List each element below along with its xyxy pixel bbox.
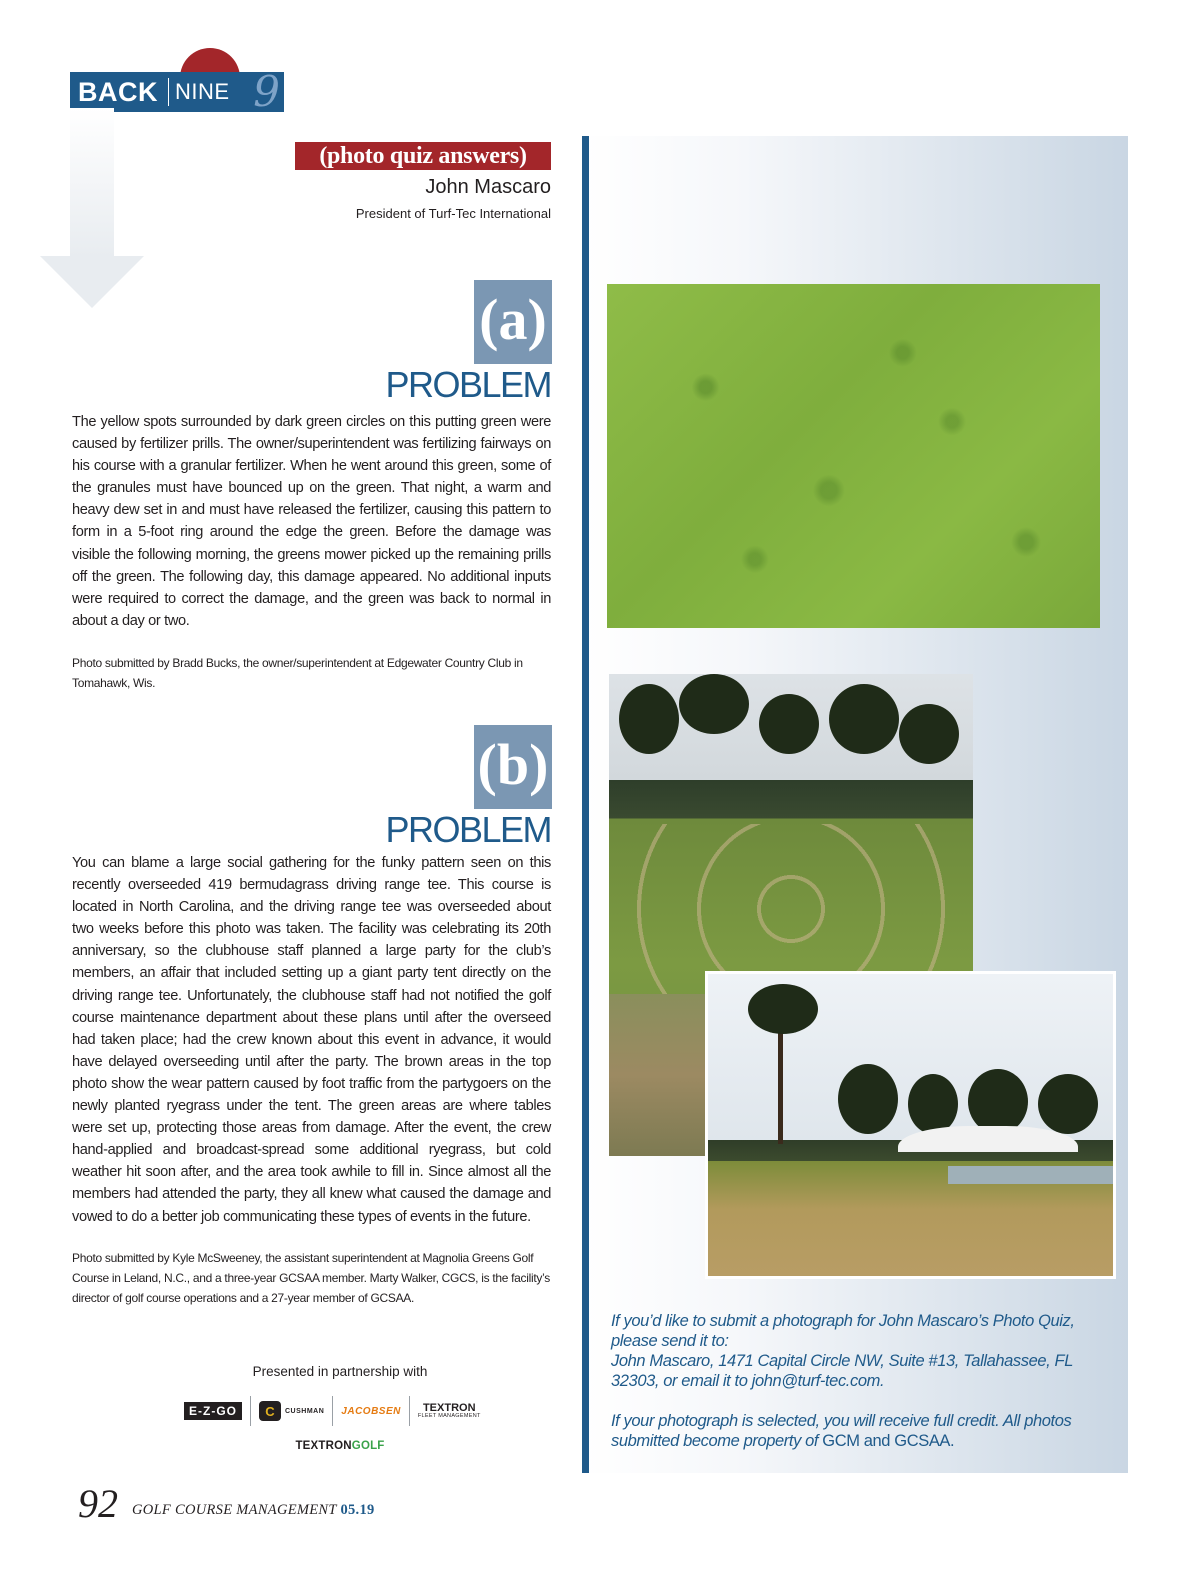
submission-address: John Mascaro, 1471 Capital Circle NW, Suite #13, Tallahassee, FL 32303, or email it to john@turf-tec.com.: [611, 1352, 1073, 1390]
section-a-body: The yellow spots surrounded by dark green circles on this putting green were caused by fertilizer prills. The owner/superintendent was fertilizing fairways on his course with a granular fertilizer. When he went around this green, some of the granules must have bounced up on the green. That night, a warm and heavy dew set in and must have released the fertilizer, causing this pattern to form in a 5-foot ring around the edge the green. Before the damage was visible the following morning, the greens mower picked up the remaining prills off the green. The following day, this damage appeared. No additional inputs were required to correct the damage, and the green was back to normal in about a day or two.: [72, 414, 551, 629]
magazine-issue: 05.19: [340, 1502, 375, 1518]
section-b-letter: (b): [474, 725, 552, 809]
textron-fleet-top: TEXTRON: [422, 1401, 476, 1414]
tree-canopy: [759, 694, 819, 754]
sidebar-rule: [582, 136, 589, 1473]
party-tent: [898, 1126, 1078, 1152]
ezgo-logo-text: E-Z-GO: [184, 1402, 242, 1420]
logo-nine-numeral: 9: [253, 67, 280, 116]
textron-fleet-bottom: FLEET MANAGEMENT: [417, 1412, 481, 1419]
logo-nine-text: NINE: [175, 79, 230, 104]
tree-canopy: [619, 684, 679, 754]
tree-canopy: [968, 1069, 1028, 1134]
down-arrow-icon: [40, 256, 144, 308]
cushman-mark-icon: C: [259, 1401, 281, 1421]
section-a-letter: (a): [474, 280, 552, 364]
submission-credit-note: [611, 1411, 1111, 1451]
magazine-name: GOLF COURSE MANAGEMENT: [132, 1502, 337, 1518]
ezgo-logo: [176, 1394, 250, 1428]
textron-golf-logo-a: TEXTRON: [295, 1440, 352, 1452]
author-name: John Mascaro: [425, 176, 551, 198]
textron-golf-logo-b: GOLF: [351, 1440, 385, 1452]
putting-green-photo: [607, 284, 1100, 628]
down-arrow-shaft-decoration: [70, 108, 114, 258]
section-b-body: You can blame a large social gathering for the funky pattern seen on this recently overseeded 419 bermudagrass driving range tee. This course is located in North Carolina, and the driving range tee was overseeded about two weeks before this photo was taken. The facility was celebrating its 20th anniversary, so the clubhouse staff planned a large party for the club’s members, an affair that included setting up a giant party tent directly on the driving range tee. Unfortunately, the clubhouse staff had not notified the golf course maintenance department about these plans until after the overseed had taken place; had the crew known about this event in advance, it would have delayed overseeding until after the party. The brown areas in the top photo show the wear pattern caused by foot traffic from the partygoers on the newly planted ryegrass under the tent. The green areas are where tables were set up, protecting those areas from damage. After the event, the crew hand-applied and broadcast-spread some additional ryegrass, but cold weather hit soon after, and the area took awhile to fill in. Since almost all the members had attended the party, they all knew what caused the damage and vowed to do a better job communicating these types of events in the future.: [72, 855, 551, 1225]
page-number: 92: [78, 1481, 118, 1526]
textron-golf-logo: [72, 1440, 608, 1452]
tree-canopy: [748, 984, 818, 1034]
tree-canopy: [829, 684, 899, 754]
tree-canopy: [1038, 1074, 1098, 1134]
cushman-logo: [251, 1394, 332, 1428]
section-b-heading: PROBLEM: [385, 809, 551, 850]
logo-banner: [70, 67, 284, 116]
submission-instructions: If you’d like to submit a photograph for John Mascaro’s Photo Quiz, please send it to:: [611, 1312, 1075, 1350]
tree-canopy: [679, 674, 749, 734]
tree-canopy: [899, 704, 959, 764]
pond: [948, 1166, 1116, 1184]
submission-credit-orgs: GCM and GCSAA.: [822, 1432, 955, 1450]
partner-logos: [176, 1394, 516, 1428]
section-a-heading: PROBLEM: [385, 364, 551, 405]
wear-pattern: [609, 824, 973, 994]
magazine-footer: [132, 1502, 375, 1519]
tree-canopy: [908, 1074, 958, 1134]
section-b-photo-credit: Photo submitted by Kyle McSweeney, the assistant superintendent at Magnolia Greens Golf Course in Leland, N.C., and a three-year GCSAA member. Marty Walker, CGCS, is the facility’s director of golf course operations and a 27-year member of GCSAA.: [72, 1251, 550, 1305]
tree-canopy: [838, 1064, 898, 1134]
textron-fleet-logo: [410, 1394, 489, 1428]
cushman-logo-text: CUSHMAN: [285, 1407, 325, 1415]
logo-divider: [168, 78, 169, 106]
author-title: President of Turf-Tec International: [355, 206, 551, 221]
party-tent-photo: [705, 971, 1116, 1279]
submission-credit-text: If your photograph is selected, you will receive full credit. All photos submitted become property of: [611, 1412, 1072, 1450]
logo-back-text: BACK: [78, 76, 158, 107]
partnership-label: Presented in partnership with: [252, 1364, 428, 1379]
section-a-photo-credit: Photo submitted by Bradd Bucks, the owner/superintendent at Edgewater Country Club in Tomahawk, Wis.: [72, 656, 523, 690]
jacobsen-logo: [333, 1394, 409, 1428]
photo-quiz-answers-tag: (photo quiz answers): [295, 142, 551, 170]
section-logo: [70, 44, 290, 114]
jacobsen-logo-text: JACOBSEN: [341, 1405, 401, 1417]
